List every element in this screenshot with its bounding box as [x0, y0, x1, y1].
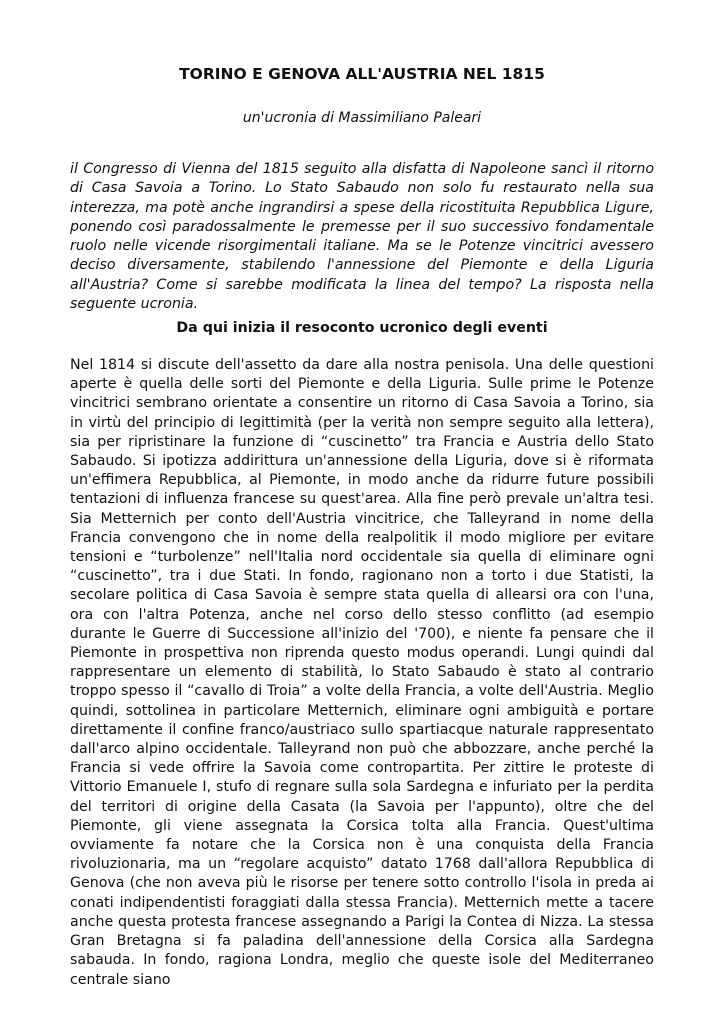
section-heading: Da qui inizia il resoconto ucronico degli eventi [176, 320, 548, 336]
intro-paragraph: il Congresso di Vienna del 1815 seguito alla disfatta di Napoleone sancì il ritorno di Casa Savoia a Torino. Lo Stato Sabaudo non solo fu restaurato nella sua interezza, ma potè anche ingrandirsi a spese della ricostituita Repubblica Ligure, ponendo così paradossalmente le premesse per il suo successivo fondamentale ruolo nelle vicende risorgimentali italiane. Ma se le Potenze vincitrici avessero deciso diversamente, stabilendo l'annessione del Piemonte e della Liguria all'Austria? Come si sarebbe modificata la linea del tempo? La risposta nella seguente ucronia. [70, 161, 654, 313]
document-subtitle: un'ucronia di Massimiliano Paleari [242, 110, 482, 126]
document-title: TORINO E GENOVA ALL'AUSTRIA NEL 1815 [179, 65, 545, 83]
body-paragraph: Nel 1814 si discute dell'assetto da dare alla nostra penisola. Una delle questioni aperte è quella delle sorti del Piemonte e della Liguria. Sulle prime le Potenze vincitrici sembrano orientate a consentire un ritorno di Casa Savoia a Torino, sia in virtù del principio di legittimità (per la verità non sempre seguito alla lettera), sia per ripristinare la funzione di “cuscinetto” tra Francia e Austria dello Stato Sabaudo. Si ipotizza addirittura un'annessione della Liguria, dove si è riformata un'effimera Repubblica, al Piemonte, in modo anche da ridurre future possibili tentazioni di influenza francese su quest'area. Alla fine però prevale un'altra tesi. Sia Metternich per conto dell'Austria vincitrice, che Talleyrand in nome della Francia convengono che in nome della realpolitik il modo migliore per evitare tensioni e “turbolenze” nell'Italia nord occidentale sia quella di eliminare ogni “cuscinetto”, tra i due Stati. In fondo, ragionano non a torto i due Statisti, la secolare politica di Casa Savoia è sempre stata quella di allearsi ora con l'una, ora con l'altra Potenza, anche nel corso dello stesso conflitto (ad esempio durante le Guerre di Successione all'inizio del '700), e niente fa pensare che il Piemonte in prospettiva non riprenda questo modus operandi. Lungi quindi dal rappresentare un elemento di stabilità, lo Stato Sabaudo è stato al contrario troppo spesso il “cavallo di Troia” a volte della Francia, a volte dell'Austria. Meglio quindi, sottolinea in particolare Metternich, eliminare ogni ambiguità e portare direttamente il confine franco/austriaco sullo spartiacque naturale rappresentato dall'arco alpino occidentale. Talleyrand non può che abbozzare, anche perché la Francia si vede offrire la Savoia come contropartita. Per zittire le proteste di Vittorio Emanuele I, stufo di regnare sulla sola Sardegna e infuriato per la perdita del territori di origine della Casata (la Savoia per l'appunto), oltre che del Piemonte, gli viene assegnata la Corsica tolta alla Francia. Quest'ultima ovviamente fa notare che la Corsica non è una conquista della Francia rivoluzionaria, ma un “regolare acquisto” datato 1768 dall'allora Repubblica di Genova (che non aveva più le risorse per tenere sotto controllo l'isola in preda ai conati indipendentisti foraggiati dalla stessa Francia). Metternich mette a tacere anche questa protesta francese assegnando a Parigi la Contea di Nizza. La stessa Gran Bretagna si fa paladina dell'annessione della Corsica alla Sardegna sabauda. In fondo, ragiona Londra, meglio che queste isole del Mediterraneo centrale siano [70, 357, 654, 988]
